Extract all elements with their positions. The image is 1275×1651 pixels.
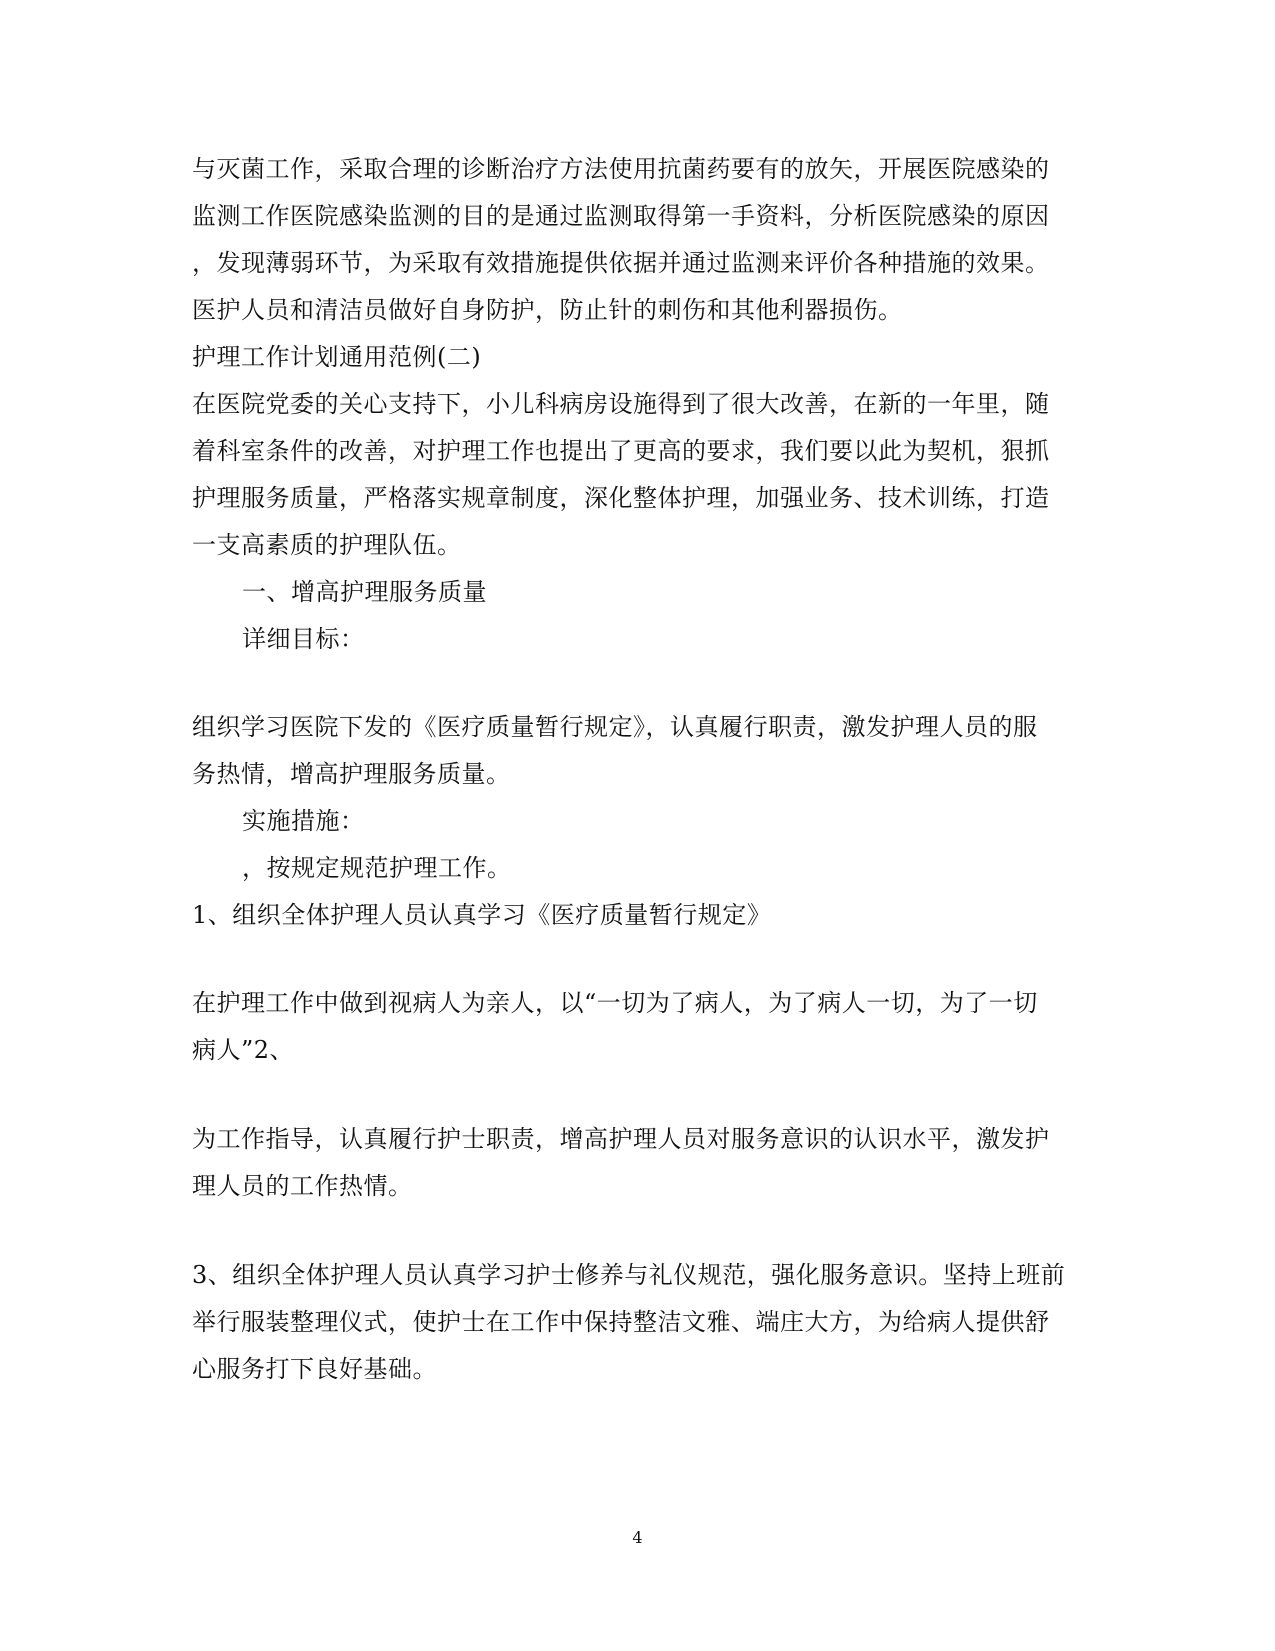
text-line: 在医院党委的关心支持下，小儿科病房设施得到了很大改善，在新的一年里，随: [192, 390, 1050, 418]
text-line: 理人员的工作热情。: [192, 1172, 413, 1200]
text-line: 为工作指导，认真履行护士职责，增高护理人员对服务意识的认识水平，激发护: [192, 1125, 1050, 1153]
text-line: 心服务打下良好基础。: [192, 1355, 437, 1383]
text-line: 在护理工作中做到视病人为亲人，以“一切为了病人，为了病人一切，为了一切: [192, 989, 1038, 1017]
page-number: 4: [632, 1528, 643, 1547]
text-line: 着科室条件的改善，对护理工作也提出了更高的要求，我们要以此为契机，狠抓: [192, 437, 1050, 465]
text-line: 监测工作医院感染监测的目的是通过监测取得第一手资料，分析医院感染的原因: [192, 202, 1050, 230]
text-line: ，发现薄弱环节，为采取有效措施提供依据并通过监测来评价各种措施的效果。: [192, 249, 1050, 277]
text-line: 医护人员和清洁员做好自身防护，防止针的刺伤和其他利器损伤。: [192, 296, 903, 324]
text-line: 一支高素质的护理队伍。: [192, 531, 462, 559]
subheading: 一、增高护理服务质量: [242, 578, 487, 606]
text-line: 护理服务质量，严格落实规章制度，深化整体护理，加强业务、技术训练，打造: [192, 484, 1050, 512]
subheading: 实施措施：: [242, 807, 365, 835]
text-line: 3、组织全体护理人员认真学习护士修养与礼仪规范，强化服务意识。坚持上班前: [192, 1261, 1066, 1289]
text-line: 病人”2、: [192, 1036, 295, 1064]
text-line: 务热情，增高护理服务质量。: [192, 760, 511, 788]
text-line: 与灭菌工作，采取合理的诊断治疗方法使用抗菌药要有的放矢，开展医院感染的: [192, 155, 1050, 183]
text-line: ，按规定规范护理工作。: [242, 854, 512, 882]
section-heading: 护理工作计划通用范例(二): [192, 343, 482, 371]
text-line: 举行服装整理仪式，使护士在工作中保持整洁文雅、端庄大方，为给病人提供舒: [192, 1308, 1050, 1336]
subheading: 详细目标：: [242, 625, 365, 653]
text-line: 1、组织全体护理人员认真学习《医疗质量暂行规定》: [192, 901, 772, 929]
text-line: 组织学习医院下发的《医疗质量暂行规定》，认真履行职责，激发护理人员的服: [192, 713, 1038, 741]
